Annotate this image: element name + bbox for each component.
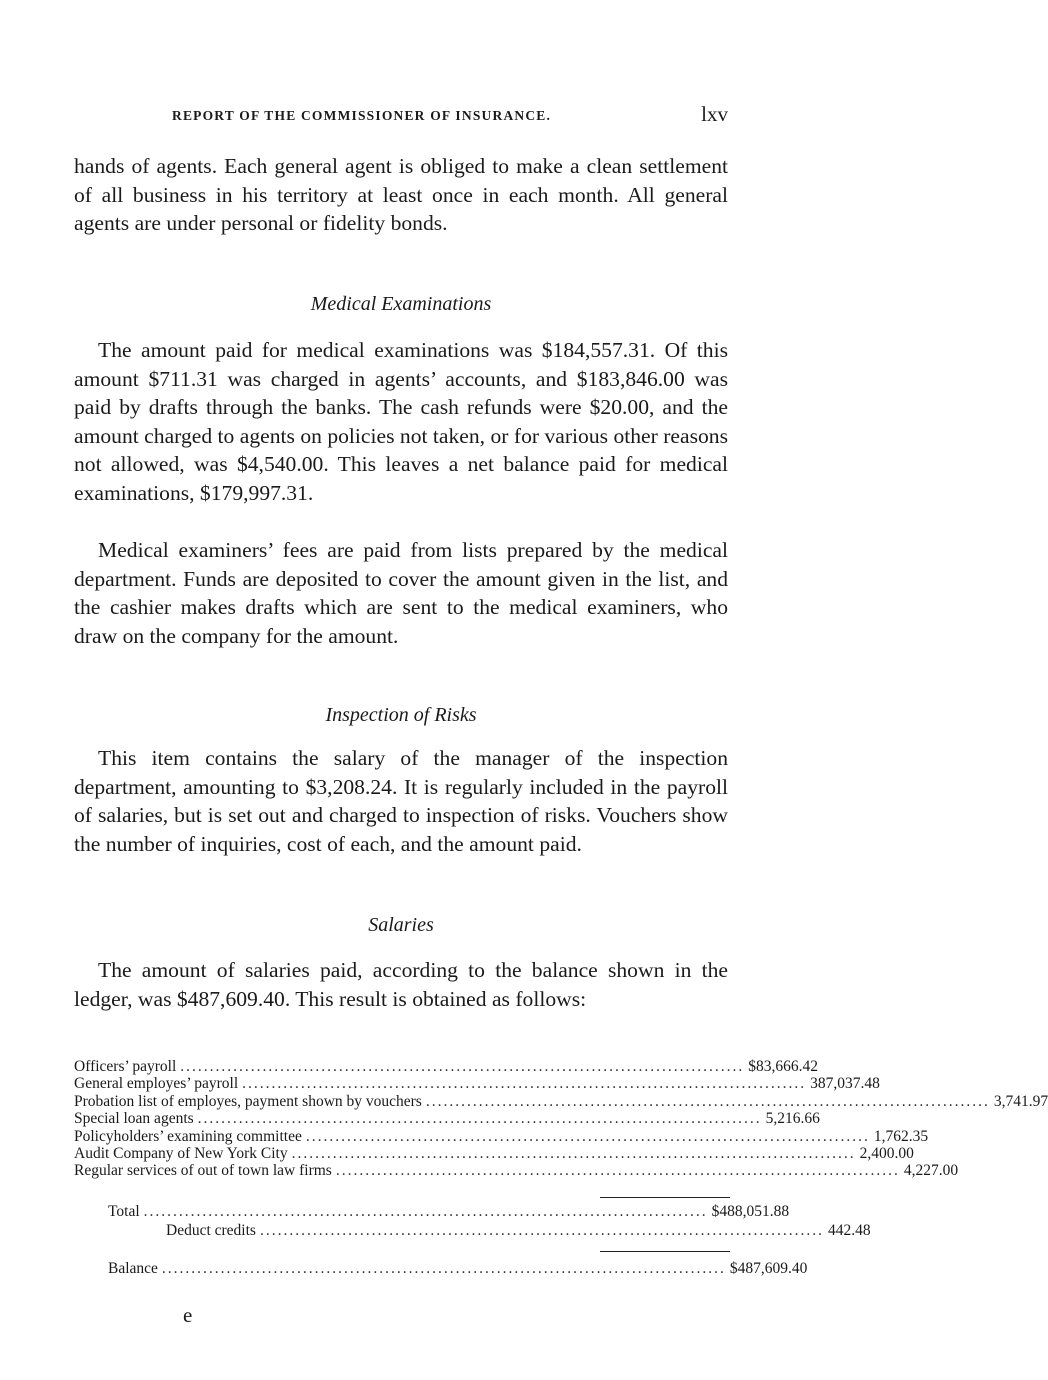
ledger-amount: 3,741.97 (993, 1092, 1048, 1110)
ledger-row (74, 1075, 880, 1093)
deduct-label: Deduct credits (166, 1222, 256, 1240)
running-header (72, 104, 728, 128)
deduct-row (74, 1222, 871, 1240)
ledger-amount: 5,216.66 (765, 1110, 820, 1128)
total-rule (600, 1197, 730, 1198)
leader-dots: ................................................................................................ (197, 1110, 762, 1128)
ledger-balance (74, 1251, 808, 1277)
ledger-label: Special loan agents (74, 1110, 194, 1128)
ledger-amount: 2,400.00 (859, 1144, 914, 1162)
balance-rule (600, 1251, 730, 1252)
total-row (74, 1203, 790, 1220)
leader-dots: ................................................................................................ (161, 1260, 726, 1277)
heading-salaries: Salaries (368, 914, 434, 936)
signature-mark: e (183, 1303, 193, 1327)
leader-dots: ................................................................................................ (335, 1162, 900, 1180)
ledger-totals (74, 1197, 871, 1240)
total-label: Total (108, 1203, 140, 1220)
leader-dots: ................................................................................................ (180, 1058, 745, 1075)
heading-inspection-of-risks: Inspection of Risks (325, 704, 477, 726)
balance-amount: $487,609.40 (729, 1260, 808, 1277)
paragraph-medical-amounts: The amount paid for medical examinations was $184,557.31. Of this amount $711.31 was charged in agents’ accounts, and $183,846.00 was paid by drafts through the banks. The cash refunds were $20.00, and the amount charged to agents on policies not taken, or for various other reasons not allowed, was $4,540.00. This leaves a net balance paid for medical examinations, $179,997.31. (74, 338, 728, 505)
leader-dots: ................................................................................................ (305, 1127, 870, 1145)
leader-dots: ................................................................................................ (259, 1222, 824, 1240)
ledger-amount: 4,227.00 (903, 1162, 959, 1180)
ledger-label: Regular services of out of town law firms (74, 1162, 332, 1180)
ledger-label: Policyholders’ examining committee (74, 1127, 302, 1145)
paragraph-salaries: The amount of salaries paid, according to the balance shown in the ledger, was $487,609.40. This result is obtained as follows: (74, 958, 728, 1011)
ledger-row (74, 1092, 1048, 1110)
leader-dots: ................................................................................................ (291, 1144, 856, 1162)
ledger-label: Officers’ payroll (74, 1058, 177, 1075)
ledger-label: Audit Company of New York City (74, 1144, 288, 1162)
balance-label: Balance (108, 1260, 158, 1277)
ledger-row (74, 1127, 929, 1145)
leader-dots: ................................................................................................ (425, 1092, 990, 1110)
page-number: lxv (701, 102, 728, 126)
paragraph-medical-fees: Medical examiners’ fees are paid from lists prepared by the medical department. Funds are deposited to cover the amount given in the list, and the cashier makes drafts which are sent to the medical examiners, who draw on the company for the amount. (74, 538, 728, 648)
ledger-label: General employes’ payroll (74, 1075, 239, 1093)
deduct-amount: 442.48 (827, 1222, 871, 1240)
total-amount: $488,051.88 (711, 1203, 790, 1220)
salary-ledger (74, 1058, 1048, 1180)
ledger-row (74, 1144, 914, 1162)
running-title: REPORT OF THE COMMISSIONER OF INSURANCE. (172, 108, 552, 123)
ledger-amount: $83,666.42 (748, 1058, 819, 1075)
ledger-row (74, 1058, 819, 1075)
leader-dots: ................................................................................................ (242, 1075, 807, 1093)
leader-dots: ................................................................................................ (143, 1203, 708, 1220)
ledger-row (74, 1110, 820, 1128)
heading-medical-examinations: Medical Examinations (310, 293, 492, 315)
ledger-label: Probation list of employes, payment shown by vouchers (74, 1092, 422, 1110)
paragraph-agents: hands of agents. Each general agent is obliged to make a clean settlement of all business in his territory at least once in each month. All general agents are under personal or fidelity bonds. (74, 154, 728, 236)
ledger-amount: 387,037.48 (810, 1075, 880, 1093)
balance-row (74, 1260, 808, 1277)
ledger-amount: 1,762.35 (873, 1127, 929, 1145)
paragraph-inspection: This item contains the salary of the manager of the inspection department, amounting to $3,208.24. It is regularly included in the payroll of salaries, but is set out and charged to inspection of risks. Vouchers show the number of inquiries, cost of each, and the amount paid. (74, 746, 728, 856)
ledger-row (74, 1162, 959, 1180)
